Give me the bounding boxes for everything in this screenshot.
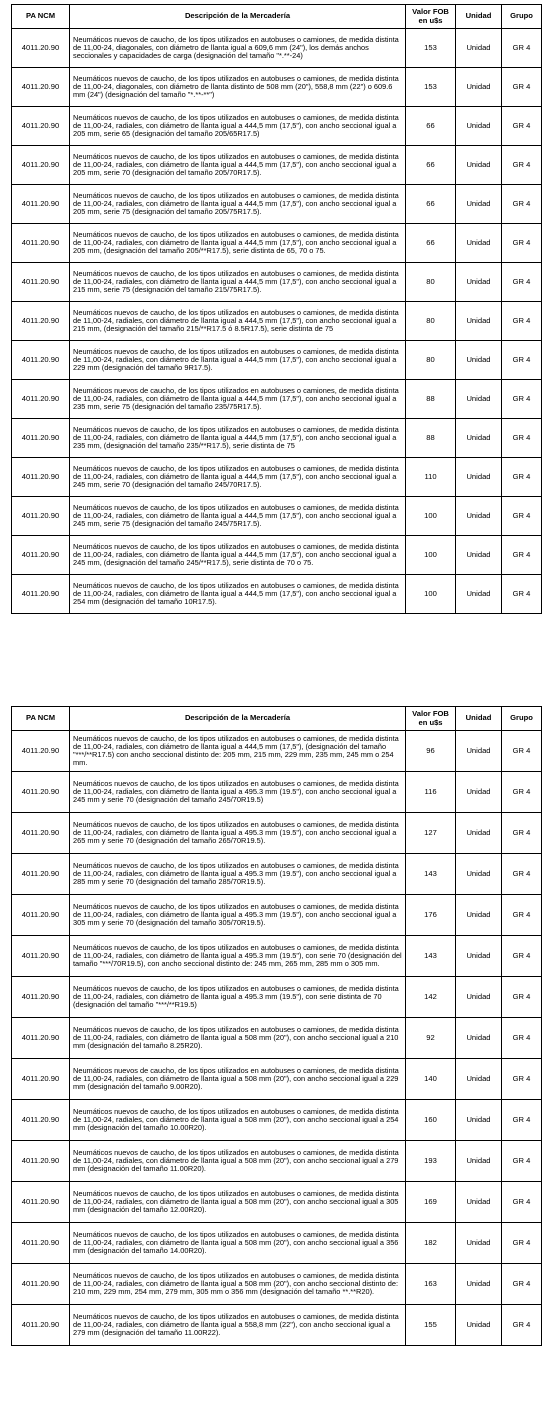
cell-pa-ncm: 4011.20.90: [12, 29, 70, 68]
cell-group: GR 4: [502, 419, 542, 458]
cell-fob-value: 88: [406, 380, 456, 419]
cell-group: GR 4: [502, 341, 542, 380]
cell-pa-ncm: 4011.20.90: [12, 185, 70, 224]
cell-pa-ncm: 4011.20.90: [12, 1059, 70, 1100]
cell-description: Neumáticos nuevos de caucho, de los tipos utilizados en autobuses o camiones, de medida distinta de 11,00-24, radiales, con diámetro de llanta igual a 495.3 mm (19.5"), con ancho seccional igual a 305 mm y serie 70 (designación del tamaño 305/70R19.5).: [70, 895, 406, 936]
cell-group: GR 4: [502, 1059, 542, 1100]
cell-pa-ncm: 4011.20.90: [12, 263, 70, 302]
cell-pa-ncm: 4011.20.90: [12, 813, 70, 854]
cell-description: Neumáticos nuevos de caucho, de los tipos utilizados en autobuses o camiones, de medida distinta de 11,00-24, radiales, con diámetro de llanta igual a 444,5 mm (17,5"), con ancho seccional igual a 235 mm, serie 75 (designación del tamaño 235/75R17.5).: [70, 380, 406, 419]
table-row: [12, 1305, 542, 1346]
cell-description: Neumáticos nuevos de caucho, de los tipos utilizados en autobuses o camiones, de medida distinta de 11,00-24, radiales, con diámetro de llanta igual a 444,5 mm (17,5"), con ancho seccional igual a 205 mm, serie 70 (designación del tamaño 205/70R17.5).: [70, 146, 406, 185]
cell-group: GR 4: [502, 536, 542, 575]
cell-pa-ncm: 4011.20.90: [12, 936, 70, 977]
cell-description: Neumáticos nuevos de caucho, de los tipos utilizados en autobuses o camiones, de medida distinta de 11,00-24, radiales, con diámetro de llanta igual a 508 mm (20"), con ancho seccional igual a 356 mm (designación del tamaño 14.00R20).: [70, 1223, 406, 1264]
table-row: [12, 1182, 542, 1223]
cell-group: GR 4: [502, 772, 542, 813]
cell-unit: Unidad: [456, 1059, 502, 1100]
header-pa-ncm: PA NCM: [12, 5, 70, 29]
cell-unit: Unidad: [456, 29, 502, 68]
cell-pa-ncm: 4011.20.90: [12, 224, 70, 263]
cell-unit: Unidad: [456, 854, 502, 895]
cell-description: Neumáticos nuevos de caucho, de los tipos utilizados en autobuses o camiones, de medida distinta de 11,00-24, radiales, con diámetro de llanta igual a 444,5 mm (17,5"), con ancho seccional igual a 205 mm, serie 75 (designación del tamaño 205/75R17.5).: [70, 185, 406, 224]
cell-fob-value: 80: [406, 302, 456, 341]
cell-pa-ncm: 4011.20.90: [12, 1182, 70, 1223]
table-row: [12, 854, 542, 895]
cell-unit: Unidad: [456, 1141, 502, 1182]
table-row: [12, 895, 542, 936]
cell-description: Neumáticos nuevos de caucho, de los tipos utilizados en autobuses o camiones, de medida distinta de 11,00-24, radiales, con diámetro de llanta igual a 444,5 mm (17,5"), con ancho seccional igual a 245 mm, (designación del tamaño 245/**R17.5), serie distinta de 70 o 75.: [70, 536, 406, 575]
cell-pa-ncm: 4011.20.90: [12, 1018, 70, 1059]
cell-fob-value: 143: [406, 936, 456, 977]
cell-group: GR 4: [502, 263, 542, 302]
cell-pa-ncm: 4011.20.90: [12, 1141, 70, 1182]
cell-unit: Unidad: [456, 1182, 502, 1223]
cell-description: Neumáticos nuevos de caucho, de los tipos utilizados en autobuses o camiones, de medida distinta de 11,00-24, radiales, con diámetro de llanta igual a 495.3 mm (19.5"), con ancho seccional igual a 245 mm y serie 70 (designación del tamaño 245/70R19.5): [70, 772, 406, 813]
cell-description: Neumáticos nuevos de caucho, de los tipos utilizados en autobuses o camiones, de medida distinta de 11,00-24, radiales, con diámetro de llanta igual a 444,5 mm (17,5"), con ancho seccional igual a 235 mm, (designación del tamaño 235/**R17.5), serie distinta de 75: [70, 419, 406, 458]
table-row: [12, 1059, 542, 1100]
cell-fob-value: 66: [406, 224, 456, 263]
header-fob-value: Valor FOB en u$s: [406, 707, 456, 731]
cell-fob-value: 163: [406, 1264, 456, 1305]
table-row: [12, 1141, 542, 1182]
cell-fob-value: 160: [406, 1100, 456, 1141]
cell-group: GR 4: [502, 1141, 542, 1182]
cell-group: GR 4: [502, 185, 542, 224]
cell-description: Neumáticos nuevos de caucho, de los tipos utilizados en autobuses o camiones, de medida distinta de 11,00-24, radiales, con diámetro de llanta igual a 495.3 mm (19.5"), con serie distinta de 70 (designación del tamaño "***/**R19.5): [70, 977, 406, 1018]
cell-group: GR 4: [502, 302, 542, 341]
table-header-row: [12, 707, 542, 731]
table-row: [12, 341, 542, 380]
table-row: [12, 1018, 542, 1059]
cell-pa-ncm: 4011.20.90: [12, 107, 70, 146]
cell-description: Neumáticos nuevos de caucho, de los tipos utilizados en autobuses o camiones, de medida distinta de 11,00-24, radiales, con diámetro de llanta igual a 444,5 mm (17,5"), con ancho seccional igual a 205 mm, (designación del tamaño 205/**R17.5), serie distinta de 65, 70 o 75.: [70, 224, 406, 263]
cell-unit: Unidad: [456, 185, 502, 224]
cell-unit: Unidad: [456, 263, 502, 302]
cell-description: Neumáticos nuevos de caucho, de los tipos utilizados en autobuses o camiones, de medida distinta de 11,00-24, radiales, con diámetro de llanta igual a 508 mm (20"), con ancho seccional igual a 279 mm (designación del tamaño 11.00R20).: [70, 1141, 406, 1182]
cell-unit: Unidad: [456, 224, 502, 263]
table-header-row: [12, 5, 542, 29]
cell-description: Neumáticos nuevos de caucho, de los tipos utilizados en autobuses o camiones, de medida distinta de 11,00-24, radiales, con diámetro de llanta igual a 508 mm (20"), con ancho seccional distinto de: 210 mm, 229 mm, 254 mm, 279 mm, 305 mm o 356 mm (designación del tamaño **.**R20).: [70, 1264, 406, 1305]
table-row: [12, 185, 542, 224]
table-row: [12, 1223, 542, 1264]
tariff-table: [11, 4, 542, 614]
header-group: Grupo: [502, 5, 542, 29]
cell-pa-ncm: 4011.20.90: [12, 68, 70, 107]
cell-pa-ncm: 4011.20.90: [12, 341, 70, 380]
cell-pa-ncm: 4011.20.90: [12, 575, 70, 614]
cell-fob-value: 66: [406, 185, 456, 224]
table-row: [12, 497, 542, 536]
cell-fob-value: 153: [406, 68, 456, 107]
cell-fob-value: 66: [406, 146, 456, 185]
cell-description: Neumáticos nuevos de caucho, de los tipos utilizados en autobuses o camiones, de medida distinta de 11,00-24, diagonales, con diámetro de llanta distinto de 508 mm (20"), 558,8 mm (22") o 609.6 mm (24") (designación del tamaño "*.**-**"): [70, 68, 406, 107]
cell-fob-value: 142: [406, 977, 456, 1018]
cell-group: GR 4: [502, 731, 542, 772]
cell-unit: Unidad: [456, 1264, 502, 1305]
cell-pa-ncm: 4011.20.90: [12, 1223, 70, 1264]
table-row: [12, 458, 542, 497]
cell-group: GR 4: [502, 977, 542, 1018]
header-group: Grupo: [502, 707, 542, 731]
cell-fob-value: 80: [406, 341, 456, 380]
table-row: [12, 146, 542, 185]
table-row: [12, 29, 542, 68]
table-row: [12, 936, 542, 977]
table-row: [12, 68, 542, 107]
header-fob-value: Valor FOB en u$s: [406, 5, 456, 29]
table-row: [12, 977, 542, 1018]
header-description: Descripción de la Mercadería: [70, 707, 406, 731]
table-row: [12, 575, 542, 614]
cell-fob-value: 140: [406, 1059, 456, 1100]
cell-group: GR 4: [502, 936, 542, 977]
cell-group: GR 4: [502, 575, 542, 614]
cell-description: Neumáticos nuevos de caucho, de los tipos utilizados en autobuses o camiones, de medida distinta de 11,00-24, radiales, con diámetro de llanta igual a 508 mm (20"), con ancho seccional igual a 229 mm (designación del tamaño 9.00R20).: [70, 1059, 406, 1100]
cell-group: GR 4: [502, 813, 542, 854]
cell-unit: Unidad: [456, 575, 502, 614]
header-pa-ncm: PA NCM: [12, 707, 70, 731]
cell-unit: Unidad: [456, 895, 502, 936]
cell-unit: Unidad: [456, 380, 502, 419]
cell-pa-ncm: 4011.20.90: [12, 854, 70, 895]
cell-description: Neumáticos nuevos de caucho, de los tipos utilizados en autobuses o camiones, de medida distinta de 11,00-24, radiales, con diámetro de llanta igual a 444,5 mm (17,5"), con ancho seccional igual a 205 mm, serie 65 (designación del tamaño 205/65R17.5): [70, 107, 406, 146]
cell-fob-value: 88: [406, 419, 456, 458]
header-unit: Unidad: [456, 5, 502, 29]
cell-description: Neumáticos nuevos de caucho, de los tipos utilizados en autobuses o camiones, de medida distinta de 11,00-24, radiales, con diámetro de llanta igual a 495.3 mm (19.5"), con ancho seccional igual a 285 mm y serie 70 (designación del tamaño 285/70R19.5).: [70, 854, 406, 895]
cell-fob-value: 80: [406, 263, 456, 302]
tariff-table-page-1: [11, 4, 541, 614]
cell-fob-value: 92: [406, 1018, 456, 1059]
cell-pa-ncm: 4011.20.90: [12, 731, 70, 772]
table-row: [12, 813, 542, 854]
cell-description: Neumáticos nuevos de caucho, de los tipos utilizados en autobuses o camiones, de medida distinta de 11,00-24, radiales, con diámetro de llanta igual a 444,5 mm (17,5"), con ancho seccional igual a 254 mm (designación del tamaño 10R17.5).: [70, 575, 406, 614]
cell-fob-value: 66: [406, 107, 456, 146]
cell-group: GR 4: [502, 1305, 542, 1346]
cell-description: Neumáticos nuevos de caucho, de los tipos utilizados en autobuses o camiones, de medida distinta de 11,00-24, radiales, con diámetro de llanta igual a 444,5 mm (17,5"), con ancho seccional igual a 245 mm, serie 70 (designación del tamaño 245/70R17.5).: [70, 458, 406, 497]
cell-description: Neumáticos nuevos de caucho, de los tipos utilizados en autobuses o camiones, de medida distinta de 11,00-24, radiales, con diámetro de llanta igual a 508 mm (20"), con ancho seccional igual a 210 mm (designación del tamaño 8.25R20).: [70, 1018, 406, 1059]
cell-description: Neumáticos nuevos de caucho, de los tipos utilizados en autobuses o camiones, de medida distinta de 11,00-24, radiales, con diámetro de llanta igual a 444,5 mm (17,5"), con ancho seccional igual a 215 mm, serie 75 (designación del tamaño 215/75R17.5).: [70, 263, 406, 302]
cell-pa-ncm: 4011.20.90: [12, 772, 70, 813]
cell-description: Neumáticos nuevos de caucho, de los tipos utilizados en autobuses o camiones, de medida distinta de 11,00-24, radiales, con diámetro de llanta igual a 444,5 mm (17,5"), (designación del tamaño "***/**R17.5) con ancho seccional distinto de: 205 mm, 215 mm, 229 mm, 235 mm, 245 mm o 254 mm.: [70, 731, 406, 772]
cell-group: GR 4: [502, 1018, 542, 1059]
tariff-table-page-2: [11, 706, 541, 1346]
cell-group: GR 4: [502, 895, 542, 936]
cell-unit: Unidad: [456, 731, 502, 772]
tariff-table: [11, 706, 542, 1346]
cell-unit: Unidad: [456, 977, 502, 1018]
cell-group: GR 4: [502, 380, 542, 419]
cell-unit: Unidad: [456, 1100, 502, 1141]
cell-group: GR 4: [502, 146, 542, 185]
cell-fob-value: 96: [406, 731, 456, 772]
cell-fob-value: 100: [406, 575, 456, 614]
cell-fob-value: 153: [406, 29, 456, 68]
cell-unit: Unidad: [456, 68, 502, 107]
cell-unit: Unidad: [456, 497, 502, 536]
cell-pa-ncm: 4011.20.90: [12, 977, 70, 1018]
cell-pa-ncm: 4011.20.90: [12, 1100, 70, 1141]
table-row: [12, 536, 542, 575]
cell-unit: Unidad: [456, 146, 502, 185]
cell-pa-ncm: 4011.20.90: [12, 497, 70, 536]
cell-fob-value: 169: [406, 1182, 456, 1223]
table-row: [12, 419, 542, 458]
cell-fob-value: 193: [406, 1141, 456, 1182]
header-unit: Unidad: [456, 707, 502, 731]
cell-group: GR 4: [502, 1182, 542, 1223]
cell-pa-ncm: 4011.20.90: [12, 380, 70, 419]
cell-unit: Unidad: [456, 341, 502, 380]
cell-unit: Unidad: [456, 772, 502, 813]
cell-unit: Unidad: [456, 458, 502, 497]
cell-description: Neumáticos nuevos de caucho, de los tipos utilizados en autobuses o camiones, de medida distinta de 11,00-24, radiales, con diámetro de llanta igual a 444,5 mm (17,5"), con ancho seccional igual a 245 mm, serie 75 (designación del tamaño 245/75R17.5).: [70, 497, 406, 536]
cell-group: GR 4: [502, 1100, 542, 1141]
table-row: [12, 1264, 542, 1305]
cell-fob-value: 100: [406, 536, 456, 575]
cell-fob-value: 143: [406, 854, 456, 895]
cell-fob-value: 110: [406, 458, 456, 497]
cell-group: GR 4: [502, 458, 542, 497]
cell-unit: Unidad: [456, 419, 502, 458]
cell-pa-ncm: 4011.20.90: [12, 1264, 70, 1305]
cell-pa-ncm: 4011.20.90: [12, 302, 70, 341]
table-row: [12, 1100, 542, 1141]
cell-unit: Unidad: [456, 536, 502, 575]
cell-unit: Unidad: [456, 813, 502, 854]
cell-fob-value: 100: [406, 497, 456, 536]
cell-group: GR 4: [502, 1264, 542, 1305]
cell-fob-value: 182: [406, 1223, 456, 1264]
cell-group: GR 4: [502, 29, 542, 68]
cell-group: GR 4: [502, 1223, 542, 1264]
cell-description: Neumáticos nuevos de caucho, de los tipos utilizados en autobuses o camiones, de medida distinta de 11,00-24, radiales, con diámetro de llanta igual a 495.3 mm (19.5"), con serie 70 (designación del tamaño "***/70R19.5), con ancho seccional distinto de: 245 mm, 265 mm, 285 mm o 305 mm.: [70, 936, 406, 977]
cell-fob-value: 176: [406, 895, 456, 936]
cell-unit: Unidad: [456, 1305, 502, 1346]
cell-description: Neumáticos nuevos de caucho, de los tipos utilizados en autobuses o camiones, de medida distinta de 11,00-24, radiales, con diámetro de llanta igual a 508 mm (20"), con ancho seccional igual a 305 mm (designación del tamaño 12.00R20).: [70, 1182, 406, 1223]
cell-pa-ncm: 4011.20.90: [12, 895, 70, 936]
cell-pa-ncm: 4011.20.90: [12, 458, 70, 497]
cell-fob-value: 155: [406, 1305, 456, 1346]
cell-description: Neumáticos nuevos de caucho, de los tipos utilizados en autobuses o camiones, de medida distinta de 11,00-24, radiales, con diámetro de llanta igual a 444,5 mm (17,5"), con ancho seccional igual a 215 mm, (designación del tamaño 215/**R17.5 ó 8.5R17.5), serie distinta de 75: [70, 302, 406, 341]
cell-group: GR 4: [502, 107, 542, 146]
cell-group: GR 4: [502, 854, 542, 895]
table-row: [12, 224, 542, 263]
table-row: [12, 107, 542, 146]
cell-pa-ncm: 4011.20.90: [12, 1305, 70, 1346]
cell-group: GR 4: [502, 224, 542, 263]
table-row: [12, 731, 542, 772]
cell-description: Neumáticos nuevos de caucho, de los tipos utilizados en autobuses o camiones, de medida distinta de 11,00-24, diagonales, con diámetro de llanta igual a 609,6 mm (24"), los demás anchos seccionales y capacidades de carga (designación del tamaño "*.**-24): [70, 29, 406, 68]
table-row: [12, 380, 542, 419]
cell-unit: Unidad: [456, 936, 502, 977]
table-row: [12, 302, 542, 341]
cell-pa-ncm: 4011.20.90: [12, 146, 70, 185]
cell-unit: Unidad: [456, 302, 502, 341]
table-row: [12, 263, 542, 302]
cell-pa-ncm: 4011.20.90: [12, 536, 70, 575]
cell-unit: Unidad: [456, 107, 502, 146]
cell-group: GR 4: [502, 497, 542, 536]
cell-fob-value: 116: [406, 772, 456, 813]
header-description: Descripción de la Mercadería: [70, 5, 406, 29]
cell-description: Neumáticos nuevos de caucho, de los tipos utilizados en autobuses o camiones, de medida distinta de 11,00-24, radiales, con diámetro de llanta igual a 508 mm (20"), con ancho seccional igual a 254 mm (designación del tamaño 10.00R20).: [70, 1100, 406, 1141]
table-row: [12, 772, 542, 813]
cell-description: Neumáticos nuevos de caucho, de los tipos utilizados en autobuses o camiones, de medida distinta de 11,00-24, radiales, con diámetro de llanta igual a 444,5 mm (17,5"), con ancho seccional igual a 229 mm (designación del tamaño 9R17.5).: [70, 341, 406, 380]
cell-description: Neumáticos nuevos de caucho, de los tipos utilizados en autobuses o camiones, de medida distinta de 11,00-24, radiales, con diámetro de llanta igual a 495.3 mm (19.5"), con ancho seccional igual a 265 mm y serie 70 (designación del tamaño 265/70R19.5).: [70, 813, 406, 854]
cell-unit: Unidad: [456, 1018, 502, 1059]
cell-fob-value: 127: [406, 813, 456, 854]
cell-description: Neumáticos nuevos de caucho, de los tipos utilizados en autobuses o camiones, de medida distinta de 11,00-24, radiales, con diámetro de llanta igual a 558,8 mm (22"), con ancho seccional igual a 279 mm (designación del tamaño 11.00R22).: [70, 1305, 406, 1346]
cell-group: GR 4: [502, 68, 542, 107]
cell-unit: Unidad: [456, 1223, 502, 1264]
cell-pa-ncm: 4011.20.90: [12, 419, 70, 458]
